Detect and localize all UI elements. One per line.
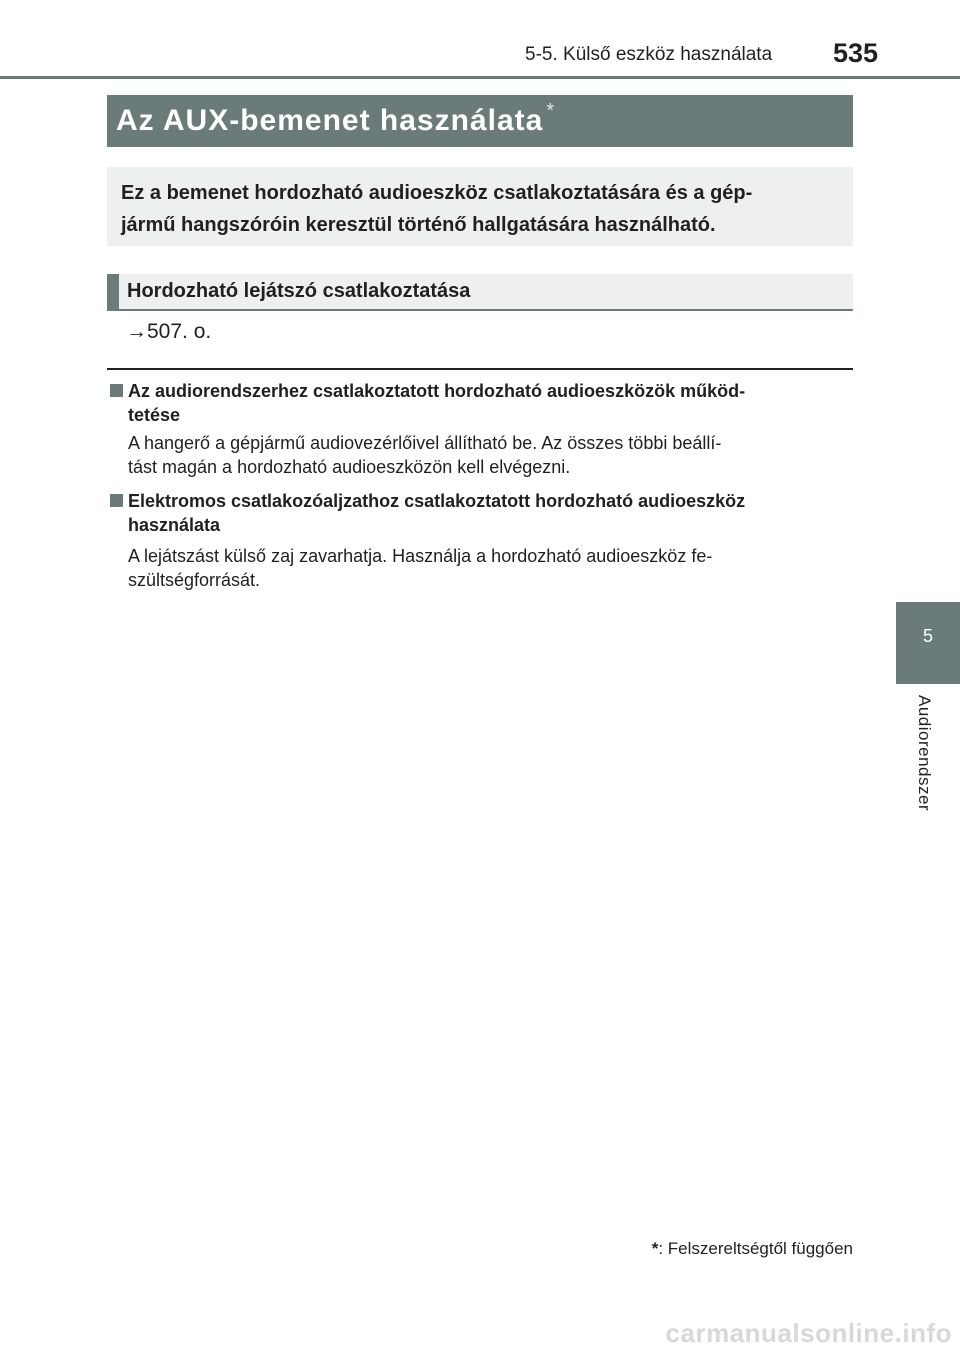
intro-text bbox=[121, 177, 843, 241]
subsection-heading bbox=[107, 274, 853, 311]
footnote-text: : Felszereltségtől függően bbox=[658, 1239, 853, 1258]
bullet-heading bbox=[128, 489, 853, 537]
bullet-body-line-1: A hangerő a gépjármű audiovezérlőivel állítható be. Az összes többi beállí- bbox=[128, 433, 722, 453]
section-divider bbox=[107, 368, 853, 370]
bullet-heading bbox=[128, 379, 853, 427]
bullet-heading-line-2: használata bbox=[128, 515, 221, 535]
bullet-body bbox=[128, 544, 843, 592]
bullet-body-line-2: szültségforrását. bbox=[128, 570, 261, 590]
page-title bbox=[116, 100, 556, 138]
title-bar bbox=[107, 95, 853, 147]
title-asterisk-marker: * bbox=[546, 100, 556, 122]
chapter-number: 5 bbox=[922, 626, 933, 646]
intro-line-1: Ez a bemenet hordozható audioeszköz csatlakoztatására és a gép- bbox=[121, 182, 753, 204]
page-number: 535 bbox=[833, 38, 879, 68]
page-title-text: Az AUX-bemenet használata bbox=[116, 104, 544, 137]
page-reference-link[interactable]: →507. o. bbox=[126, 320, 212, 343]
bullet-heading-line-1: Elektromos csatlakozóaljzathoz csatlakoztatott hordozható audioeszköz bbox=[128, 491, 746, 511]
footnote bbox=[652, 1239, 853, 1259]
chapter-side-tab[interactable] bbox=[896, 602, 960, 684]
chapter-name-label: Audiorendszer bbox=[915, 695, 934, 812]
bullet-heading-line-1: Az audiorendszerhez csatlakoztatott hordozható audioeszközök működ- bbox=[128, 381, 746, 401]
bullet-square-icon bbox=[110, 384, 123, 397]
header-rule bbox=[0, 76, 960, 79]
bullet-body-line-1: A lejátszást külső zaj zavarhatja. Használja a hordozható audioeszköz fe- bbox=[128, 546, 713, 566]
subsection-title: Hordozható lejátszó csatlakoztatása bbox=[127, 280, 471, 302]
intro-box bbox=[107, 167, 853, 246]
subsection-accent bbox=[107, 274, 119, 311]
watermark: carmanualsonline.info bbox=[665, 1318, 952, 1348]
bullet-body-line-2: tást magán a hordozható audioeszközön kell elvégezni. bbox=[128, 457, 571, 477]
bullet-body bbox=[128, 431, 843, 479]
bullet-heading-line-2: tetése bbox=[128, 405, 181, 425]
bullet-square-icon bbox=[110, 494, 123, 507]
footnote-asterisk-marker: * bbox=[651, 1239, 659, 1258]
header-section-ref: 5-5. Külső eszköz használata bbox=[525, 44, 773, 65]
intro-line-2: jármű hangszóróin keresztül történő hallgatására használható. bbox=[121, 214, 716, 236]
